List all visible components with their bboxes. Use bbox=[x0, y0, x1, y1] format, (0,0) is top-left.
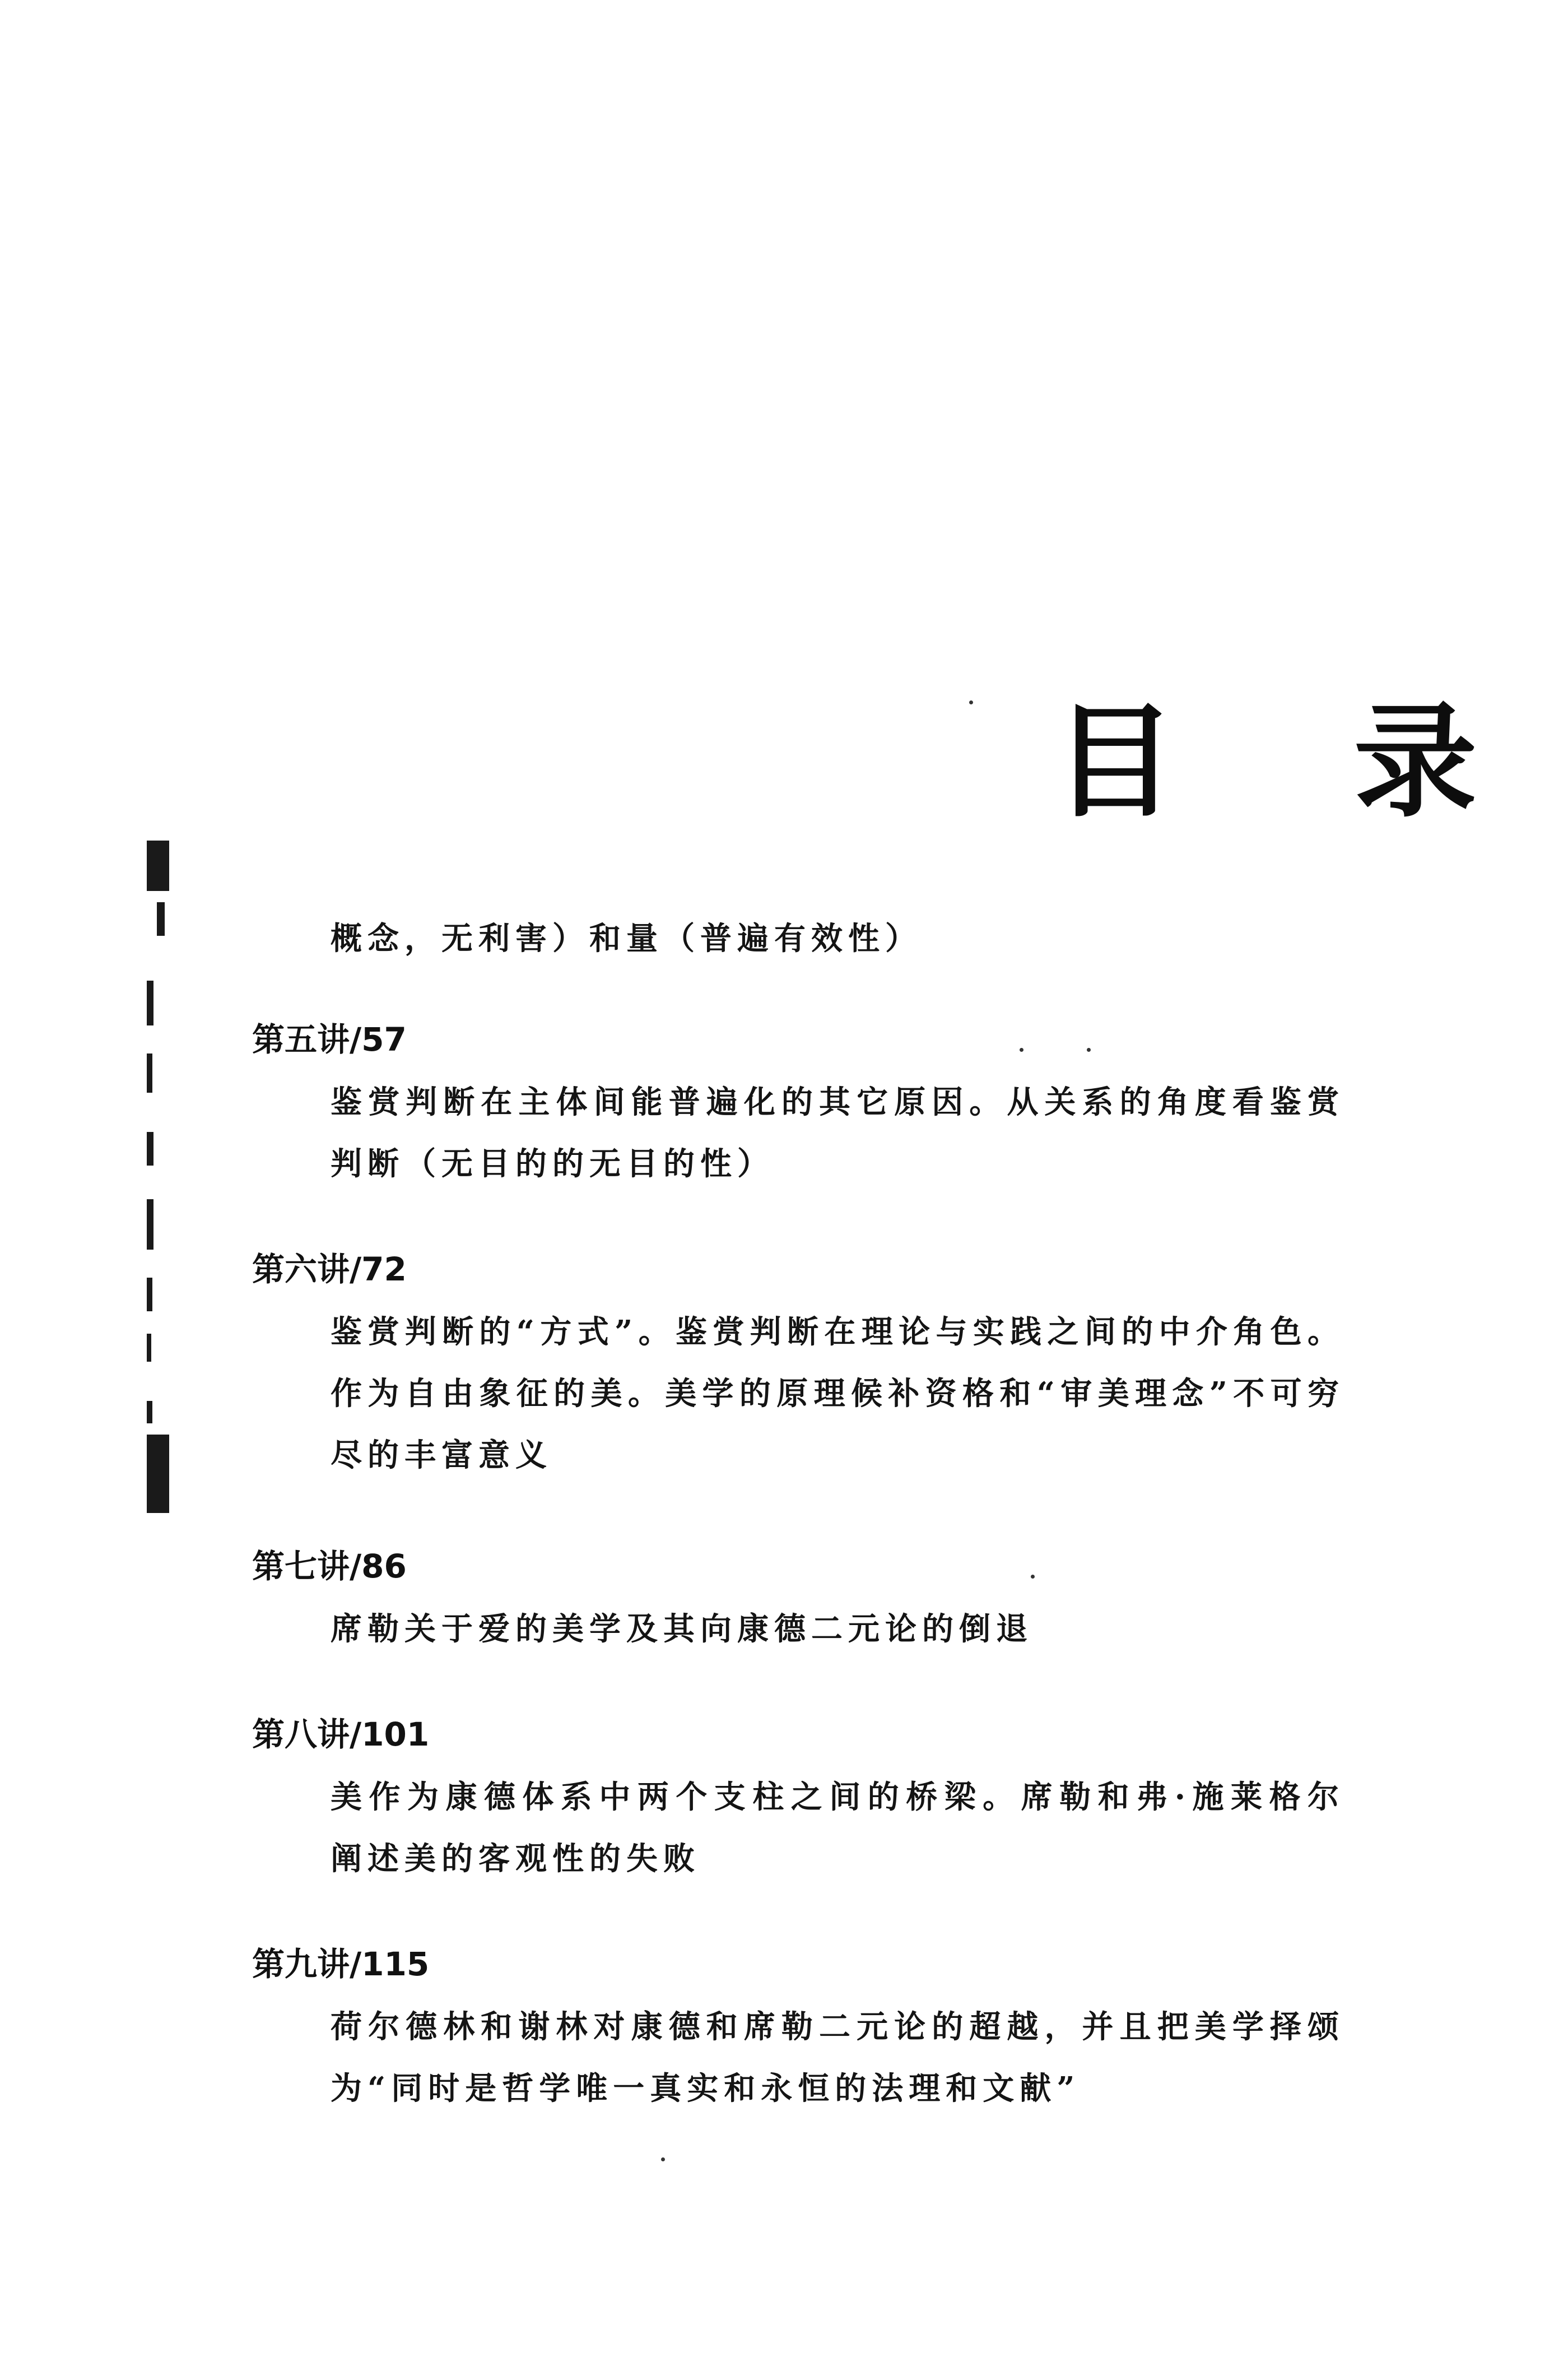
entry-heading[interactable]: 第九讲/115 bbox=[252, 1945, 430, 1983]
page-title: 目 录 bbox=[1053, 690, 1544, 834]
toc-entry-7[interactable] bbox=[252, 1547, 1344, 1660]
entry-description: 鉴赏判断的“方式”。鉴赏判断在理论与实践之间的中介角色。作为自由象征的美。美学的原理候补资格和“审美理念”不可穷尽的丰富意义 bbox=[331, 1314, 1344, 1474]
scan-speck bbox=[661, 2157, 665, 2161]
entry-description: 美作为康德体系中两个支柱之间的桥梁。席勒和弗·施莱格尔阐述美的客观性的失败 bbox=[331, 1779, 1344, 1877]
entry-description: 荷尔德林和谢林对康德和席勒二元论的超越，并且把美学择颂为“同时是哲学唯一真实和永恒的法理和文献” bbox=[331, 2008, 1344, 2107]
entry-description: 概念，无利害）和量（普遍有效性） bbox=[331, 920, 922, 957]
entry-heading[interactable]: 第六讲/72 bbox=[252, 1250, 407, 1288]
margin-decoration bbox=[147, 841, 169, 1513]
toc-entry-5[interactable] bbox=[252, 1020, 1344, 1195]
scan-speck bbox=[969, 700, 973, 704]
entry-heading[interactable]: 第七讲/86 bbox=[252, 1547, 407, 1585]
entry-description: 席勒关于爱的美学及其向康德二元论的倒退 bbox=[331, 1611, 1033, 1647]
entry-heading[interactable]: 第八讲/101 bbox=[252, 1715, 430, 1753]
toc-entry-8[interactable] bbox=[252, 1715, 1344, 1890]
entry-description: 鉴赏判断在主体间能普遍化的其它原因。从关系的角度看鉴赏判断（无目的的无目的性） bbox=[331, 1084, 1344, 1182]
scan-speck bbox=[1020, 1048, 1023, 1052]
toc-continuation bbox=[331, 908, 1339, 969]
scan-speck bbox=[1087, 1048, 1091, 1052]
toc-entry-6[interactable] bbox=[252, 1250, 1344, 1486]
toc-entry-9[interactable] bbox=[252, 1944, 1344, 2119]
entry-heading[interactable]: 第五讲/57 bbox=[252, 1020, 407, 1059]
scan-speck bbox=[1031, 1575, 1035, 1579]
